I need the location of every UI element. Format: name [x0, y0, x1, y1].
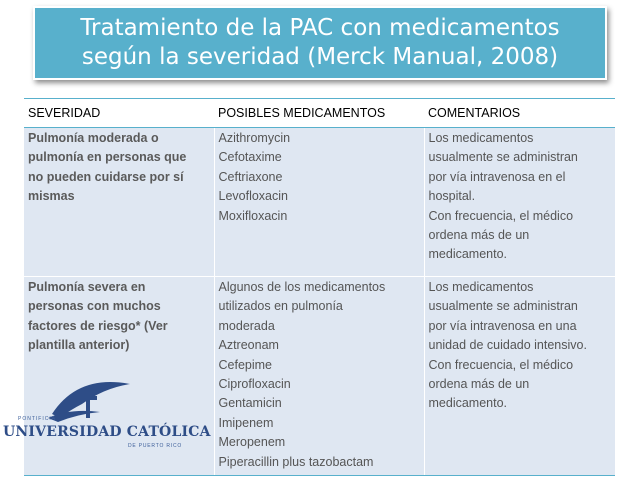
severity-line: Pulmonía moderada o — [28, 131, 159, 145]
medication-item: Levofloxacin — [218, 189, 288, 204]
table-header-row — [24, 99, 615, 128]
comment-line: por vía intravenosa en una — [428, 318, 577, 333]
comment-line: medicamento. — [428, 247, 508, 262]
medications-cell — [214, 128, 424, 277]
comment-line: hospital. — [428, 189, 476, 204]
medication-item: Gentamicin — [218, 396, 282, 411]
severity-line: factores de riesgo* (Ver — [28, 318, 168, 333]
severity-line: plantilla anterior) — [28, 338, 130, 353]
comment-line: medicamento. — [428, 396, 508, 411]
comment-line: unidad de cuidado intensivo. — [428, 338, 587, 353]
logo-cross-vertical-icon — [86, 388, 90, 418]
comments-cell — [424, 277, 615, 476]
header-severity: SEVERIDAD — [24, 99, 214, 128]
medication-item: Meropenem — [218, 435, 286, 450]
logo-name: UNIVERSIDAD CATÓLICA — [3, 424, 211, 440]
medication-item: Moxifloxacin — [218, 208, 288, 223]
severity-line: Pulmonía severa en — [28, 280, 146, 294]
comments-cell — [424, 128, 615, 277]
medication-item: Algunos de los medicamentos — [218, 280, 386, 294]
medication-item: Aztreonam — [218, 338, 279, 353]
medication-item: moderada — [218, 318, 275, 333]
table-row — [24, 128, 615, 277]
logo-subtitle: DE PUERTO RICO — [128, 443, 183, 449]
medication-item: Azithromycin — [218, 131, 291, 145]
slide-title: Tratamiento de la PAC con medicamentos según la severidad (Merck Manual, 2008) — [80, 15, 560, 70]
medication-item: Ciprofloxacin — [218, 377, 291, 392]
medication-item: Cefepime — [218, 357, 272, 372]
medications-cell — [214, 277, 424, 476]
comment-line: usualmente se administran — [428, 150, 578, 165]
medication-item: Piperacillin plus tazobactam — [218, 454, 374, 469]
comment-line: ordena más de un — [428, 228, 530, 243]
severity-line: no pueden cuidarse por sí — [28, 169, 184, 184]
university-logo — [30, 378, 200, 452]
severity-line: pulmonía en personas que — [28, 150, 187, 165]
logo-small-text: PONTIFICIA — [18, 416, 57, 422]
comment-line: Con frecuencia, el médico — [428, 357, 574, 372]
medication-item: utilizados en pulmonía — [218, 299, 343, 314]
title-banner — [33, 6, 607, 80]
medication-item: Imipenem — [218, 415, 274, 430]
header-medications: POSIBLES MEDICAMENTOS — [214, 99, 424, 128]
comment-line: por vía intravenosa en el — [428, 169, 566, 184]
medication-item: Cefotaxime — [218, 150, 282, 165]
logo-cross-horizontal-icon — [79, 396, 97, 400]
comment-line: Con frecuencia, el médico — [428, 208, 574, 223]
comment-line: Los medicamentos — [428, 131, 534, 145]
comment-line: ordena más de un — [428, 377, 530, 392]
severity-line: personas con muchos — [28, 299, 161, 314]
medication-item: Ceftriaxone — [218, 169, 283, 184]
comment-line: Los medicamentos — [428, 280, 534, 294]
severity-line: mismas — [28, 189, 75, 204]
header-comments: COMENTARIOS — [424, 99, 615, 128]
severity-cell — [24, 128, 214, 277]
comment-line: usualmente se administran — [428, 299, 578, 314]
